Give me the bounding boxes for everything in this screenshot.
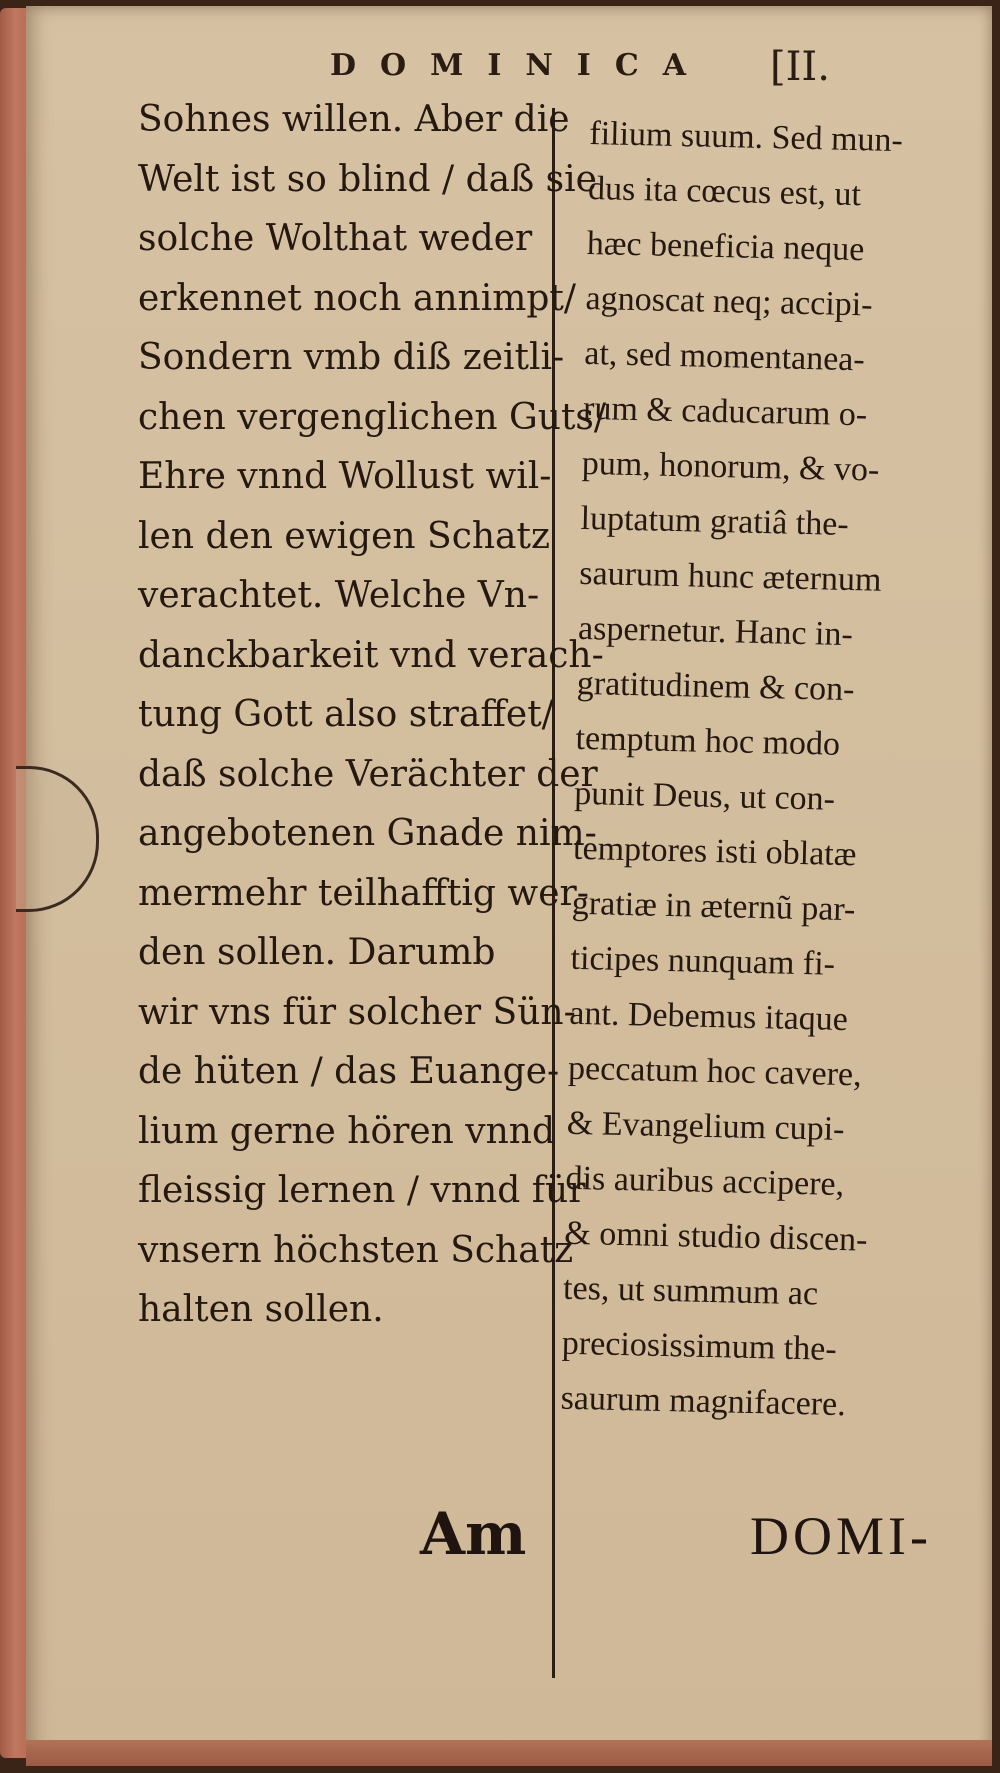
text-line: gratiæ in æternũ par- bbox=[571, 884, 856, 929]
text-line: vnsern höchsten Schatz bbox=[138, 1229, 574, 1271]
text-line: agnoscat neq; accipi- bbox=[585, 279, 873, 324]
text-line: halten sollen. bbox=[138, 1289, 384, 1330]
text-line: wir vns für solcher Sün- bbox=[138, 991, 576, 1033]
text-line: dis auribus accipere, bbox=[565, 1159, 845, 1204]
text-line: erkennet noch annimpt/ bbox=[138, 277, 576, 319]
text-line: lium gerne hören vnnd bbox=[138, 1110, 556, 1152]
text-line: aspernetur. Hanc in- bbox=[577, 609, 854, 654]
text-line: peccatum hoc cavere, bbox=[567, 1049, 863, 1094]
text-line: Ehre vnnd Wollust wil- bbox=[138, 456, 552, 497]
german-column bbox=[138, 90, 607, 1340]
text-line: Sondern vmb diß zeitli- bbox=[138, 337, 565, 378]
folio-number: [II. bbox=[770, 44, 830, 90]
text-line: filium suum. Sed mun- bbox=[588, 114, 904, 160]
text-line: dus ita cœcus est, ut bbox=[587, 169, 862, 214]
text-line: len den ewigen Schatz bbox=[138, 515, 550, 557]
text-line: pum, honorum, & vo- bbox=[581, 444, 880, 489]
text-line: temptores isti oblatæ bbox=[572, 829, 857, 874]
text-line: & omni studio discen- bbox=[564, 1214, 868, 1259]
text-line: solche Wolthat weder bbox=[138, 218, 533, 259]
page-tab-mark bbox=[16, 766, 99, 912]
text-line: saurum hunc æternum bbox=[578, 554, 882, 599]
text-line: ticipes nunquam fi- bbox=[570, 939, 836, 983]
text-line: den sollen. Darumb bbox=[138, 932, 496, 973]
text-line: gratitudinem & con- bbox=[576, 664, 855, 709]
text-line: danckbarkeit vnd verach- bbox=[138, 634, 604, 676]
catchword-right: DOMI- bbox=[750, 1506, 932, 1566]
text-line: rum & caducarum o- bbox=[582, 389, 868, 434]
text-line: at, sed momentanea- bbox=[583, 334, 866, 379]
text-line: temptum hoc modo bbox=[575, 719, 841, 763]
text-line: angebotenen Gnade nim- bbox=[138, 813, 597, 854]
text-line: Sohnes willen. Aber die bbox=[138, 99, 570, 140]
text-line: saurum magnifacere. bbox=[560, 1379, 847, 1424]
text-line: punit Deus, ut con- bbox=[573, 774, 836, 818]
text-line: verachtet. Welche Vn- bbox=[138, 575, 540, 616]
text-line: & Evangelium cupi- bbox=[566, 1104, 845, 1149]
text-line: mermehr teilhafftig wer- bbox=[138, 872, 589, 914]
text-line: chen vergenglichen Guts/ bbox=[138, 396, 607, 438]
text-line: preciosissimum the- bbox=[561, 1324, 838, 1368]
catchword-left: Am bbox=[420, 1500, 527, 1568]
page-header bbox=[330, 44, 850, 94]
page-edge-bottom bbox=[26, 1740, 992, 1766]
text-line: de hüten / das Euange- bbox=[138, 1051, 560, 1092]
text-line: daß solche Verächter der bbox=[138, 753, 598, 795]
text-line: Welt ist so blind / daß sie bbox=[138, 158, 597, 200]
text-line: hæc beneficia neque bbox=[586, 224, 865, 269]
text-line: ant. Debemus itaque bbox=[568, 994, 849, 1039]
text-line: tung Gott also straffet/ bbox=[138, 694, 554, 735]
latin-column bbox=[560, 106, 990, 1435]
text-line: tes, ut summum ac bbox=[562, 1269, 819, 1313]
text-line: luptatum gratiâ the- bbox=[580, 499, 850, 543]
running-title: DOMINICA bbox=[330, 48, 710, 83]
text-line: fleissig lernen / vnnd für bbox=[138, 1170, 586, 1211]
